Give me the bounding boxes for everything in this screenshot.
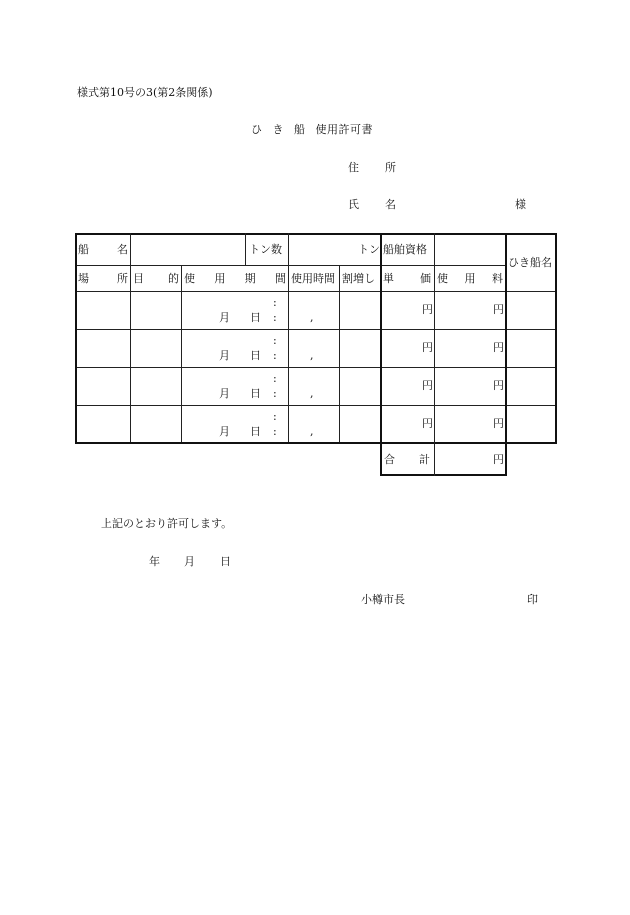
usage-table [75, 233, 557, 476]
date-day: 日 [220, 555, 231, 568]
period-day: 日 [250, 425, 261, 438]
header-usage-time: 使用時間 [291, 272, 335, 285]
usage-fee-yen: 円 [493, 417, 504, 430]
seal-mark: 印 [527, 593, 538, 606]
time-comma: , [310, 349, 314, 362]
table-border-left [75, 233, 77, 444]
table-rule-header-bottom [75, 291, 557, 292]
table-border-bottom [75, 442, 557, 444]
name-label: 氏 名 [348, 198, 396, 211]
unit-price-yen: 円 [422, 341, 433, 354]
header-ship-name: 船 名 [78, 243, 128, 256]
form-number: 様式第10号の3(第2条関係) [77, 86, 213, 99]
honorific: 様 [515, 198, 526, 211]
table-rule-row-3 [75, 405, 557, 406]
period-month: 月 [219, 349, 230, 362]
period-colon-bottom: : [273, 349, 277, 362]
unit-price-yen: 円 [422, 417, 433, 430]
col-rule-surcharge [380, 233, 382, 476]
period-month: 月 [219, 387, 230, 400]
period-colon-bottom: : [273, 425, 277, 438]
usage-fee-yen: 円 [493, 341, 504, 354]
table-border-top [75, 233, 557, 235]
usage-fee-yen: 円 [493, 379, 504, 392]
header-usage-period: 使 用 期 間 [184, 272, 286, 285]
period-month: 月 [219, 425, 230, 438]
total-label: 合 計 [384, 453, 430, 466]
address-label: 住 所 [348, 161, 396, 174]
table-rule-row-1 [75, 329, 557, 330]
unit-price-yen: 円 [422, 303, 433, 316]
period-month: 月 [219, 311, 230, 324]
permission-statement: 上記のとおり許可します。 [101, 517, 233, 530]
col-rule-fee [505, 233, 507, 476]
header-tug-name: ひき船名 [508, 256, 552, 269]
period-day: 日 [250, 349, 261, 362]
period-day: 日 [250, 311, 261, 324]
col-rule-tonnage-value [288, 233, 289, 265]
period-colon-bottom: : [273, 311, 277, 324]
unit-price-yen: 円 [422, 379, 433, 392]
usage-fee-yen: 円 [493, 303, 504, 316]
date-year: 年 [149, 555, 160, 568]
document-title: ひ き 船 使用許可書 [251, 123, 373, 136]
col-rule-place [130, 233, 131, 442]
period-colon-bottom: : [273, 387, 277, 400]
time-comma: , [310, 311, 314, 324]
period-colon-top: : [273, 372, 277, 385]
table-rule-header-mid [75, 265, 505, 266]
col-rule-time [339, 265, 340, 442]
col-rule-purpose [181, 265, 182, 442]
table-border-right [555, 233, 557, 444]
table-rule-row-2 [75, 367, 557, 368]
time-comma: , [310, 425, 314, 438]
header-purpose: 目 的 [133, 272, 179, 285]
period-colon-top: : [273, 296, 277, 309]
total-yen: 円 [493, 453, 504, 466]
header-tonnage-unit: トン [358, 243, 380, 256]
header-ship-qualification: 船舶資格 [383, 243, 427, 256]
date-month: 月 [184, 555, 195, 568]
col-rule-tonnage [245, 233, 246, 265]
header-unit-price: 単 価 [383, 272, 431, 285]
header-usage-fee: 使 用 料 [437, 272, 503, 285]
col-rule-price [434, 233, 435, 476]
header-surcharge: 割増し [342, 272, 375, 285]
header-place: 場 所 [78, 272, 128, 285]
header-tonnage: トン数 [249, 243, 282, 256]
mayor-signature: 小樽市長 [361, 593, 405, 606]
period-colon-top: : [273, 334, 277, 347]
period-colon-top: : [273, 410, 277, 423]
total-border-bottom [380, 474, 506, 476]
col-rule-period [288, 265, 289, 442]
period-day: 日 [250, 387, 261, 400]
time-comma: , [310, 387, 314, 400]
